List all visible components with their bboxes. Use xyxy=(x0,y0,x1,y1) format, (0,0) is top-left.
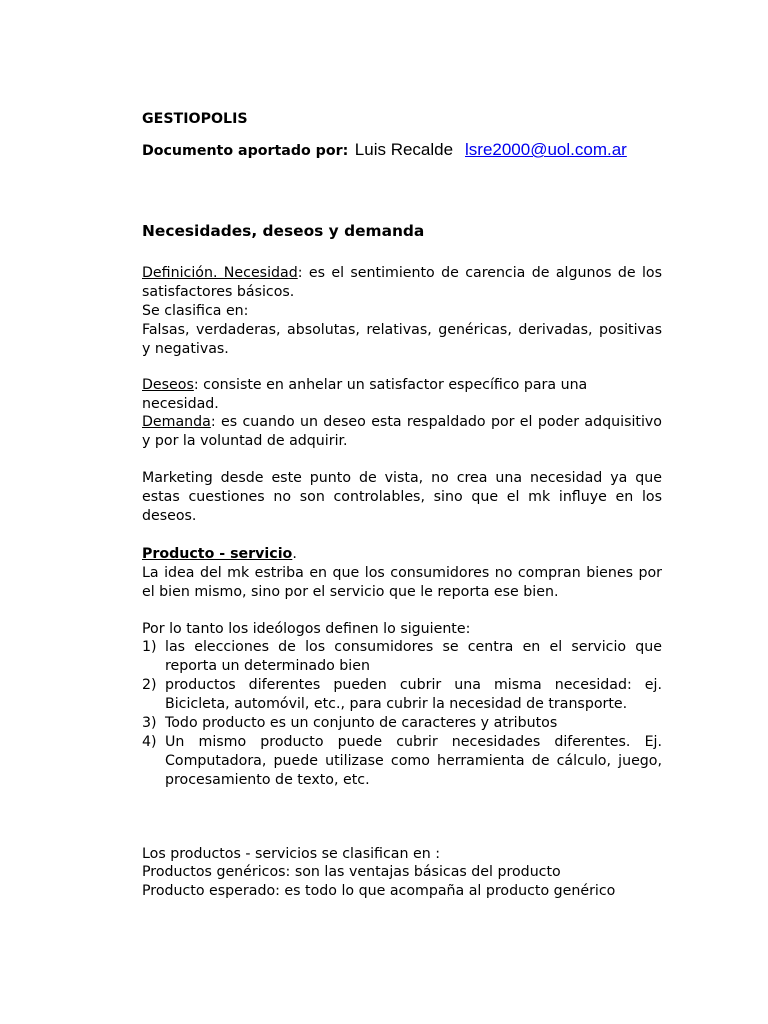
clasificacion-intro: Los productos - servicios se clasifican en : xyxy=(142,846,440,862)
list-item: 2) productos diferentes pueden cubrir una misma necesidad: ej. Bicicleta, automóvil, etc., para cubrir la necesidad de transporte. xyxy=(142,677,662,712)
marketing-paragraph: Marketing desde este punto de vista, no crea una necesidad ya que estas cuestiones no son controlables, sino que el mk influye en los deseos. xyxy=(142,470,662,524)
list-intro: Por lo tanto los ideólogos definen lo siguiente: xyxy=(142,621,471,637)
producto-esperado-line: Producto esperado: es todo lo que acompaña al producto genérico xyxy=(142,883,616,899)
desires-text: : consiste en anhelar un satisfactor específico para una necesidad. xyxy=(142,377,588,412)
demand-text: : es cuando un deseo esta respaldado por el poder adquisitivo y por la voluntad de adquirir. xyxy=(142,414,662,449)
contributor-line xyxy=(142,140,662,161)
contributed-label: Documento aportado por: xyxy=(142,143,349,159)
list-item: 1) las elecciones de los consumidores se centra en el servicio que reporta un determinado bien xyxy=(142,639,662,674)
section-title-necesidades: Necesidades, deseos y demanda xyxy=(142,222,425,240)
producto-intro: La idea del mk estriba en que los consumidores no compran bienes por el bien mismo, sino por el servicio que le reporta ese bien. xyxy=(142,565,662,600)
demand-term: Demanda xyxy=(142,414,211,430)
classify-label: Se clasifica en: xyxy=(142,303,249,319)
definition-text: : es el sentimiento de carencia de algunos de los satisfactores básicos. xyxy=(142,265,662,300)
definition-paragraph xyxy=(142,264,662,302)
desires-term: Deseos xyxy=(142,377,194,393)
producto-title-suffix: . xyxy=(292,546,297,562)
ideologos-list xyxy=(142,638,662,790)
author-name: Luis Recalde xyxy=(354,140,454,159)
demand-paragraph xyxy=(142,413,662,451)
classify-list: Falsas, verdaderas, absolutas, relativas, genéricas, derivadas, positivas y negativas. xyxy=(142,322,662,357)
desires-paragraph xyxy=(142,376,662,414)
author-email-link[interactable]: lsre2000@uol.com.ar xyxy=(465,140,627,159)
site-name: GESTIOPOLIS xyxy=(142,111,248,127)
list-item: 3) Todo producto es un conjunto de caracteres y atributos xyxy=(142,715,558,731)
producto-title: Producto - servicio xyxy=(142,546,293,562)
productos-genericos-line: Productos genéricos: son las ventajas básicas del producto xyxy=(142,864,561,880)
section-title-producto xyxy=(142,545,662,564)
definition-term: Definición. Necesidad xyxy=(142,265,298,281)
list-item: 4) Un mismo producto puede cubrir necesidades diferentes. Ej. Computadora, puede utilizase como herramienta de cálculo, juego, procesamiento de texto, etc. xyxy=(142,734,662,788)
